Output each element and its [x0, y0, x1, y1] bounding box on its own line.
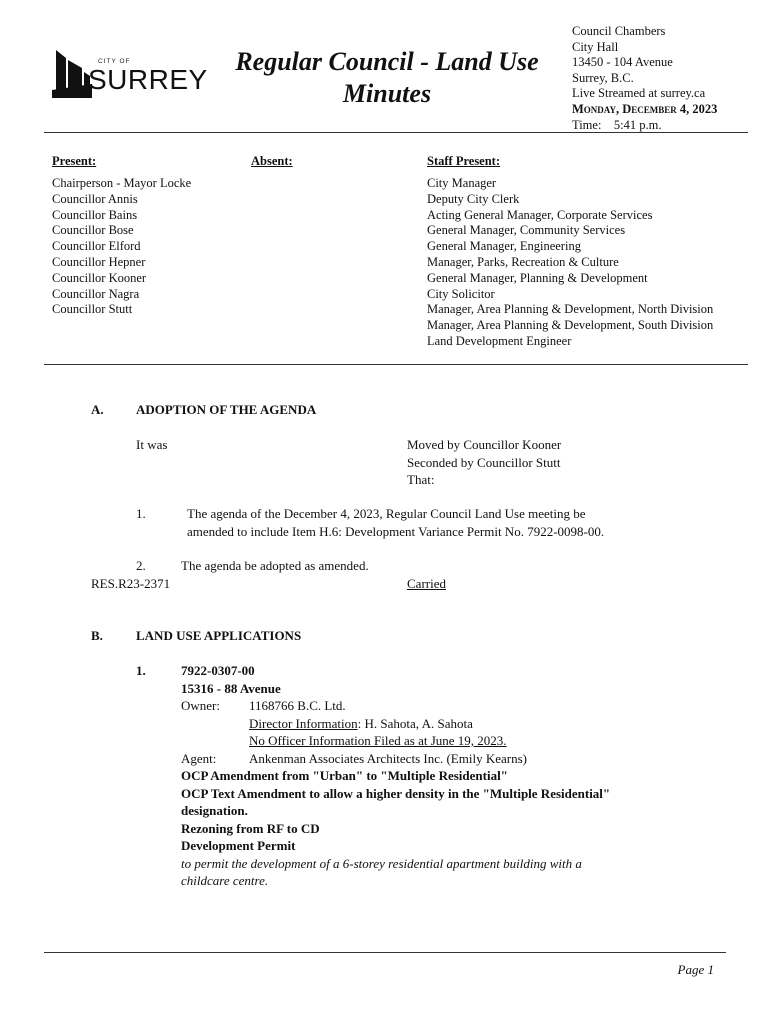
section-b-letter: B. — [91, 628, 103, 643]
list-item: Councillor Elford — [52, 239, 141, 254]
section-b-title: LAND USE APPLICATIONS — [136, 628, 302, 643]
resolution-number: RES.R23-2371 — [91, 576, 171, 591]
list-item: Councillor Hepner — [52, 254, 146, 269]
list-item: Manager, Parks, Recreation & Culture — [427, 254, 619, 269]
moved-by: Moved by Councillor Kooner — [407, 437, 562, 452]
item-1-line: The agenda of the December 4, 2023, Regular Council Land Use meeting be — [187, 506, 586, 521]
list-item: General Manager, Community Services — [427, 223, 626, 238]
development-permit: Development Permit — [181, 838, 296, 853]
staff-present-heading: Staff Present: — [427, 154, 501, 168]
item-1-text — [187, 505, 727, 540]
application-number: 1. — [136, 663, 146, 678]
file-number: 7922-0307-00 — [181, 663, 255, 678]
attendance-divider — [44, 364, 748, 365]
list-item: Manager, Area Planning & Development, North Division — [427, 302, 714, 317]
logo-city-of-text: CITY OF — [98, 58, 131, 65]
page-number: Page 1 — [677, 962, 714, 977]
city-of-surrey-logo — [52, 48, 208, 100]
agent-label: Agent: — [181, 750, 217, 766]
list-item: Manager, Area Planning & Development, South Division — [427, 318, 714, 333]
list-item: General Manager, Engineering — [427, 239, 581, 254]
carried-status: Carried — [407, 576, 446, 591]
owner-value: 1168766 B.C. Ltd. — [249, 698, 346, 713]
present-heading: Present: — [52, 154, 97, 168]
absent-heading: Absent: — [251, 154, 293, 168]
item-2-number: 2. — [136, 558, 146, 573]
list-item: Councillor Bains — [52, 207, 138, 222]
present-list — [52, 176, 191, 318]
list-item: City Solicitor — [427, 286, 495, 301]
ocp-text-amendment: designation. — [181, 803, 248, 818]
section-a-title: ADOPTION OF THE AGENDA — [136, 402, 317, 417]
list-item: Councillor Bose — [52, 223, 134, 238]
owner-row — [181, 697, 741, 715]
meeting-time — [572, 118, 762, 134]
item-1-number: 1. — [136, 506, 146, 521]
meeting-date: Monday, December 4, 2023 — [572, 101, 718, 116]
agent-value: Ankenman Associates Architects Inc. (Emily Kearns) — [249, 750, 527, 766]
list-item: Councillor Annis — [52, 191, 138, 206]
meeting-details — [572, 24, 762, 133]
location-line: Live Streamed at surrey.ca — [572, 86, 706, 101]
ocp-text-amendment: OCP Text Amendment to allow a higher density in the "Multiple Residential" — [181, 785, 611, 801]
director-label: Director Information — [249, 715, 358, 731]
seconded-by: Seconded by Councillor Stutt — [407, 454, 561, 470]
officer-info: No Officer Information Filed as at June 19, 2023. — [249, 733, 507, 748]
section-a-letter: A. — [91, 402, 104, 417]
page-title: Regular Council - Land Use Minutes — [235, 47, 539, 108]
item-2-text: The agenda be adopted as amended. — [181, 558, 369, 573]
motion-block — [407, 436, 561, 489]
that-text: That: — [407, 472, 435, 487]
list-item: Councillor Nagra — [52, 286, 140, 301]
it-was-text: It was — [136, 437, 168, 452]
rezoning: Rezoning from RF to CD — [181, 820, 320, 836]
time-label: Time: — [572, 117, 602, 132]
ocp-amendment: OCP Amendment from "Urban" to "Multiple Residential" — [181, 768, 508, 783]
address: 15316 - 88 Avenue — [181, 680, 281, 696]
purpose-text: childcare centre. — [181, 873, 269, 888]
list-item: City Manager — [427, 176, 497, 190]
surrey-logo-mark-icon — [52, 48, 92, 100]
application-details — [181, 662, 741, 890]
location-line: Council Chambers — [572, 24, 666, 38]
list-item: Deputy City Clerk — [427, 191, 520, 206]
footer-divider — [44, 952, 726, 953]
item-1-line: amended to include Item H.6: Development Variance Permit No. 7922-0098-00. — [187, 523, 605, 539]
list-item: General Manager, Planning & Development — [427, 270, 648, 285]
list-item: Acting General Manager, Corporate Services — [427, 207, 653, 222]
list-item: Councillor Stutt — [52, 302, 133, 317]
list-item: Chairperson - Mayor Locke — [52, 176, 192, 190]
logo-surrey-text: SURREY — [88, 64, 208, 95]
director-row — [181, 715, 741, 733]
owner-label: Owner: — [181, 698, 220, 713]
header-divider — [44, 132, 748, 133]
director-value: : H. Sahota, A. Sahota — [357, 715, 473, 731]
location-line: 13450 - 104 Avenue — [572, 55, 673, 70]
purpose-text: to permit the development of a 6-storey residential apartment building with a — [181, 855, 582, 871]
agent-row — [181, 750, 741, 768]
location-line: City Hall — [572, 39, 619, 54]
list-item: Councillor Kooner — [52, 270, 147, 285]
time-value: 5:41 p.m. — [613, 117, 662, 132]
staff-list — [427, 176, 713, 350]
list-item: Land Development Engineer — [427, 333, 572, 348]
location-line: Surrey, B.C. — [572, 70, 634, 85]
